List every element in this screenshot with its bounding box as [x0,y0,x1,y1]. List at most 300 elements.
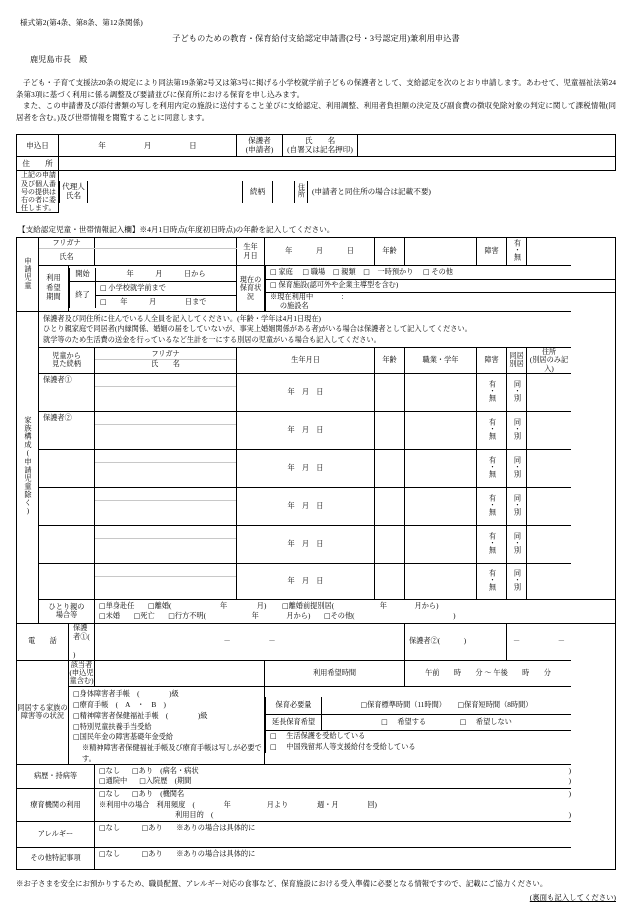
family-row-address[interactable] [527,487,571,525]
current-status-label-1: 現在の [239,276,262,285]
checkbox-icon: □ [132,766,139,775]
checkbox-icon: □ [381,717,388,726]
table-row [17,449,616,487]
intro-paragraph-2: また、この申請書及び添付書類の写しを利用内定の施設に送付すること並びに支給認定、利用調整、利用者負担額の決定及び副食費の徴収免除対象の判定に関して課税情報(同居者を含む。)及び世帯情報を閲覧することに同意します。 [16,101,616,122]
table-row [17,599,616,623]
family-header-live-2: 別居 [509,360,524,369]
child-age-label: 年齢 [375,238,405,266]
family-header-name [95,348,237,374]
table-row [70,268,237,281]
period-label-2: 希望 [46,283,61,292]
child-disability-label: 障害 [477,238,507,266]
welfare-option-1[interactable] [270,731,571,742]
family-row-live[interactable] [507,449,527,487]
checkbox-icon: □ [141,824,149,833]
right-block-wrap [265,686,571,764]
checkbox-icon: □ [457,701,465,710]
family-row-job[interactable] [405,449,477,487]
allergy-note: ※ありの場合は具体的に [176,824,256,833]
family-disability-yesno: 有・無 [488,494,497,516]
period-end-option-1[interactable] [96,282,237,295]
allergy-no: なし [105,824,121,833]
checkbox-icon: □ [99,612,106,621]
table-row [17,238,616,249]
family-live-choice: 同・別 [513,456,522,478]
family-row-name[interactable] [95,563,237,599]
family-instruction-2: ひとり親家庭で同居者(内縁関係、婚姻の届をしていないが、事実上婚姻関係がある者)がいる場合は保護者として記入してください。 [43,325,472,334]
checkbox-icon: □ [423,267,430,276]
table-row [266,279,615,292]
table-row [17,788,616,821]
agent-address-label [295,181,308,203]
phone-guardian1-cell[interactable] [69,623,95,660]
table-row [17,660,616,686]
opt-tanshin: 単身赴任 [105,601,135,610]
family-row-relation[interactable] [39,487,95,525]
welfare-option-1-label: 生活保護を受給している [286,732,366,741]
date-month: 月 [143,141,152,151]
phone-dash-1: － [223,637,231,646]
family-row-age[interactable] [375,487,405,525]
agent-subtable-wrap [59,171,616,212]
checkbox-icon: □ [73,733,80,742]
checkbox-icon: □ [73,689,80,698]
disability-item-4[interactable] [73,722,264,733]
opt-yukue-month: 月から) [286,612,311,621]
family-header-address-2: (別居のみ記入) [529,356,569,373]
family-row-job[interactable] [405,525,477,563]
table-row [266,266,615,279]
phone-dash-4: － [557,637,565,646]
checkbox-icon: □ [270,281,277,290]
medical-row-1[interactable] [99,766,571,777]
family-row-name[interactable] [95,411,237,449]
disability-item-5[interactable] [73,732,264,743]
family-header-namelabel: 氏 名 [151,360,180,369]
period-end-label: 終了 [70,282,96,309]
family-row-name[interactable] [95,487,237,525]
checkbox-icon: □ [100,297,107,306]
single-parent-label [39,599,95,623]
extended-care-label: 延長保育希望 [266,714,322,730]
agent-address-field[interactable] [308,181,616,203]
family-row-relation[interactable] [39,525,95,563]
checkbox-icon: □ [139,777,146,786]
therapy-label: 療育機関の利用 [17,788,95,821]
checkbox-icon: □ [270,732,277,741]
phone-guardian2-number[interactable] [507,623,571,660]
extended-care-options[interactable] [322,714,571,730]
therapy-row-3[interactable] [99,810,571,821]
family-header-address [527,348,571,374]
disability-target-1: 該当者 [70,660,93,669]
opt-yukue-year: 年 [251,612,259,621]
checkbox-icon: □ [99,789,106,798]
period-subtable [69,268,236,308]
checkbox-icon: □ [148,601,155,610]
checkbox-icon: □ [302,267,310,276]
family-header-address-1: 住所 [541,348,557,357]
family-header-relation-2: 見た続柄 [52,360,81,369]
checkbox-icon: □ [132,789,139,798]
period-subtable-wrap [69,266,237,312]
family-live-choice: 同・別 [513,532,522,554]
agent-label [60,181,88,203]
table-row [17,623,616,660]
child-birth-label [237,238,265,266]
opt-mikon: 未婚 [105,612,121,621]
table-row [17,411,616,449]
family-row-job[interactable] [405,373,477,411]
family-row-age[interactable] [375,563,405,599]
delegation-line1: 上記の申請及び個人番号の提供は [21,171,56,196]
family-header-birth: 生年月日 [237,348,375,374]
checkbox-icon: □ [73,722,80,731]
family-row-birth[interactable]: 年 月 日 [237,563,375,599]
phone-guardian1-close: ) [73,650,76,659]
right-block-table [265,697,571,753]
footer-back-note [16,893,616,902]
checkbox-icon: □ [100,283,107,292]
phone-label: 電 話 [17,623,69,660]
other-options[interactable] [95,848,571,870]
disability-block-label [17,660,69,764]
family-row-name[interactable] [95,373,237,411]
family-row-live[interactable] [507,411,527,449]
child-period-label [39,266,69,312]
phone-dash-2: － [268,637,276,646]
child-age-field[interactable] [405,238,477,266]
family-row-relation[interactable] [39,563,95,599]
family-row-birth[interactable]: 年 月 日 [237,487,375,525]
period-start-label: 開始 [70,268,96,281]
status-option-shokuba: 職場 [310,267,326,276]
intro-paragraphs [16,77,616,124]
phone-guardian2-close: ) [463,637,467,646]
family-disability-yesno: 有・無 [488,456,497,478]
table-row [17,848,616,870]
family-row-live[interactable] [507,373,527,411]
phone-guardian1-label: 保護者①( [73,623,90,641]
checkbox-icon: □ [141,850,149,859]
family-row-job[interactable] [405,487,477,525]
table-row [60,181,616,203]
disability-item-3-text: 精神障害者保健福祉手帳 ( [79,711,169,720]
disability-item-4-text: 特別児童扶養手当受給 [79,722,152,731]
apply-date-label: 申込日 [17,135,59,157]
child-disability-yesno[interactable] [507,238,527,266]
table-row [17,266,616,312]
family-row-name[interactable] [95,449,237,487]
facility-colon: ： [340,292,348,301]
medical-close-1: ) [568,766,571,775]
child-birth-month: 月 [315,247,324,256]
table-row [17,171,616,212]
family-row-disability[interactable] [477,525,507,563]
medical-inpatient: 入院歴 (期間 [145,777,192,786]
family-row-disability[interactable] [477,487,507,525]
intro-paragraph-1: 子ども・子育て支援法20条の規定により同法第19条第2号又は第3号に掲げる小学校就学前子どもの保護者として、支給認定を次のとおり申請します。あわせて、児童福祉法第24条第3項に基づく利用に係る調整及び要請並びに保育所における保育を申し込みます。 [16,77,616,99]
care-amount-options[interactable] [322,697,571,714]
opt-sonota: その他( [330,612,355,621]
child-birth-label-2: 月日 [243,251,258,260]
family-row-name[interactable] [95,525,237,563]
checkbox-icon: □ [99,766,106,775]
table-row [266,697,571,714]
opt-rikon: 離婚( [154,601,172,610]
section-label: 【支給認定児童・世帯情報記入欄】※4月1日時点(年度初日時点)の年齢を記入してください。 [18,224,335,234]
apply-date-value[interactable] [59,135,237,157]
medical-row-2[interactable] [99,776,571,787]
family-live-choice: 同・別 [513,569,522,591]
family-row-birth[interactable]: 年 月 日 [237,373,375,411]
family-row-address[interactable] [527,373,571,411]
family-row-birth[interactable]: 年 月 日 [237,411,375,449]
family-row-address[interactable] [527,563,571,599]
period-end-option-2-label: 年 月 日まで [120,297,207,306]
status-option-facility: 保育施設(認可外や企業主導型を含む) [278,281,399,290]
therapy-row-2 [99,800,571,811]
checkbox-icon: □ [99,850,106,859]
other-no: なし [105,850,121,859]
child-birth-value[interactable] [265,238,375,266]
disability-target-field[interactable] [95,660,265,686]
medical-options[interactable] [95,764,571,788]
addressee: 鹿児島市長 殿 [30,54,88,64]
therapy-yes: あり (機関名 [138,789,185,798]
facility-note-1: ※現在利用中 [270,292,314,301]
usage-time-value[interactable]: 午前 時 分 ～ 午後 時 分 [405,660,571,686]
family-row-age[interactable] [375,525,405,563]
table-row [17,157,616,171]
therapy-no: なし [105,789,121,798]
family-row-birth[interactable]: 年 月 日 [237,449,375,487]
checkbox-icon: □ [360,701,368,710]
name-label [283,135,358,157]
status-option-shinrui: 親類 [341,267,356,276]
family-header-job: 職業・学年 [405,348,477,374]
period-end-option-2[interactable] [96,295,237,308]
family-row-job[interactable] [405,563,477,599]
agent-label-line1: 代理人 [62,182,85,192]
status-options-row-2[interactable] [266,279,615,292]
status-option-kateiv: 家庭 [278,267,293,276]
facility-note-2: の施設名 [279,301,309,310]
checkbox-icon: □ [281,601,289,610]
family-header-disability: 障害 [477,348,507,374]
opt-rikon-year: 年 [220,601,228,610]
therapy-purpose: 利用目的 ( [175,811,214,820]
family-row-relation[interactable] [39,449,95,487]
guardian-label-line1: 保護者 [248,136,271,146]
table-row [17,373,616,411]
family-row-live[interactable] [507,487,527,525]
child-birth-day: 日 [346,247,354,256]
family-header-live [507,348,527,374]
therapy-close-1: ) [568,789,571,798]
facility-name-row[interactable] [266,292,615,311]
family-disability-yesno: 有・無 [488,380,497,402]
checkbox-icon: □ [73,700,80,709]
checkbox-icon: □ [332,267,340,276]
guardian-label [237,135,283,157]
address-label: 住 所 [17,157,59,171]
single-parent-options[interactable] [95,599,616,623]
care-amount-label: 保育必要量 [266,697,322,714]
family-row-disability[interactable] [477,563,507,599]
date-day: 日 [189,141,197,151]
therapy-row-1[interactable] [99,789,571,800]
child-furigana-field[interactable] [95,238,237,249]
child-yesno-vertical: 有・無 [513,239,522,261]
opt-zentei-month: 月から) [414,601,439,610]
checkbox-icon: □ [73,711,80,720]
delegation-line2: 右の者に委任します。 [21,195,56,212]
table-row [266,714,571,730]
table-row [17,686,616,764]
family-row-disability[interactable] [477,449,507,487]
relation-field[interactable] [273,181,295,203]
family-row-disability[interactable] [477,411,507,449]
period-start-value[interactable]: 年 月 日から [96,268,237,281]
opt-zentei-bekkyo: 離婚前提別居( [288,601,335,610]
family-live-choice: 同・別 [513,418,522,440]
checkbox-icon: □ [99,824,106,833]
family-live-choice: 同・別 [513,380,522,402]
agent-name-field[interactable] [88,181,243,203]
family-disability-yesno: 有・無 [488,418,497,440]
footer-back-note-text: (裏面も記入してください) [529,893,616,903]
document-title: 子どものための教育・保育給付支給認定申請書(2号・3号認定用)兼利用申込書 [172,34,460,44]
medical-outpatient: 通院中 [105,777,128,786]
family-row-relation[interactable]: 保護者② [39,411,95,449]
single-parent-label-2: 場合等 [55,611,78,620]
period-end-option-1-label: 小学校就学前まで [108,283,166,292]
single-parent-options-row-2[interactable] [99,611,615,622]
checkbox-icon: □ [133,612,141,621]
care-amount-option-2: 保育短時間（8時間） [464,701,533,710]
table-row [17,563,616,599]
agent-address-note: (申請者と同住所の場合は記載不要) [312,187,431,197]
child-extra-field[interactable] [527,238,571,266]
child-name-field[interactable] [95,249,237,266]
welfare-options[interactable] [266,730,571,753]
family-disability-yesno: 有・無 [488,569,497,591]
family-row-relation[interactable]: 保護者① [39,373,95,411]
disability-item-1-text: 身体障害者手帳 ( [79,689,140,698]
current-status-label [237,266,265,312]
disability-block-label-1: 同居する家族の [17,704,68,713]
other-note: ※ありの場合は具体的に [176,850,256,859]
table-row [17,525,616,563]
family-header-relation-1: 児童から [52,352,81,361]
disability-target-2: (申込児童含む) [69,669,94,686]
family-row-age[interactable] [375,373,405,411]
status-option-sonota: その他 [431,267,453,276]
welfare-option-2[interactable] [270,742,571,753]
family-row-job[interactable] [405,411,477,449]
therapy-options[interactable] [95,788,571,821]
table-row [17,135,616,157]
child-birth-label-1: 生年 [243,243,258,252]
status-options-row-1[interactable] [266,266,615,279]
agent-address-vertical: 住所 [297,183,306,198]
phone-dash-3: － [513,637,521,646]
disability-target-label [69,660,95,686]
single-parent-options-row-1[interactable] [99,601,615,612]
table-row [17,822,616,848]
family-header-furigana: フリガナ [95,350,236,360]
phone-guardian1-number[interactable] [95,623,405,660]
current-status-table [265,266,615,311]
family-row-age[interactable] [375,449,405,487]
disability-note: ※精神障害者保健福祉手帳及び療育手帳は写しが必要です。 [82,744,262,763]
family-header-live-1: 同居 [509,352,524,361]
phone-guardian2-cell[interactable] [405,623,507,660]
disability-item-2[interactable] [73,700,264,711]
name-label-line2: (自署又は記名押印) [287,144,353,154]
checkbox-icon: □ [459,717,467,726]
table-row [70,282,237,295]
period-label-1: 利用 [46,273,61,282]
other-yes: あり [148,850,163,859]
table-row [17,311,616,347]
family-row-address[interactable] [527,449,571,487]
checkbox-icon: □ [270,267,277,276]
form-number: 様式第2(第4条、第8条、第12条関係) [20,18,143,27]
delegation-text [17,171,59,212]
disability-item-5-text: 国民年金の障害基礎年金受給 [79,733,174,742]
checkbox-icon: □ [168,612,175,621]
relation-label: 続柄 [243,181,273,203]
phone-guardian2-label: 保護者②( [409,637,441,646]
checkbox-icon: □ [323,612,331,621]
table-row [17,348,616,374]
disability-checklist[interactable] [69,686,265,764]
family-row-address[interactable] [527,411,571,449]
allergy-options[interactable] [95,822,571,848]
medical-yes: あり (病名・病状 [138,766,199,775]
address-field[interactable] [59,157,616,171]
welfare-option-2-label: 中国残留邦人等支援給付を受給している [286,743,416,752]
opt-rikon-month: 月) [256,601,267,610]
family-row-address[interactable] [527,525,571,563]
disability-item-3-suffix: )級 [197,711,208,720]
current-status-label-2: 保育状況 [239,284,262,301]
table-row [266,292,615,311]
family-row-disability[interactable] [477,373,507,411]
checkbox-icon: □ [270,743,277,752]
table-row [17,764,616,788]
family-row-live[interactable] [507,563,527,599]
family-row-age[interactable] [375,411,405,449]
table-row [266,730,571,753]
family-row-live[interactable] [507,525,527,563]
disability-item-1[interactable] [73,689,264,700]
table-row [17,487,616,525]
family-section-label [17,311,39,623]
family-vertical-label: 家族構成(申請児童除く) [24,415,32,516]
main-form-table [16,237,616,870]
disability-item-3[interactable] [73,711,264,722]
family-row-birth[interactable]: 年 月 日 [237,525,375,563]
other-label: その他特記事項 [17,848,95,870]
checkbox-icon: □ [363,267,370,276]
family-disability-yesno: 有・無 [488,532,497,554]
agent-subtable [59,181,616,203]
guardian-name-field[interactable] [358,135,616,157]
therapy-frequency-note: ※利用中の場合 利用頻度 ( 年 月より 週・月 回) [99,800,377,809]
